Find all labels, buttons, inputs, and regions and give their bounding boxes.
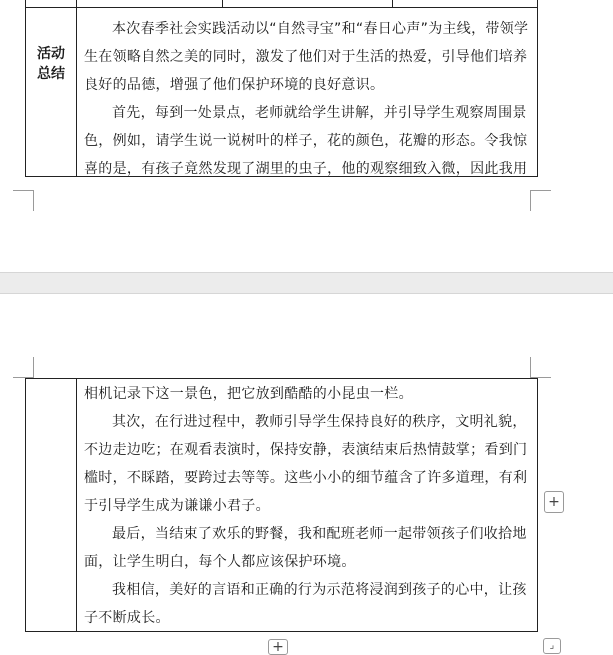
cell-divider	[222, 0, 223, 8]
summary-table-part1	[25, 0, 538, 177]
summary-table-part2	[25, 378, 538, 632]
table-row-previous	[26, 0, 537, 8]
paragraph-2	[84, 99, 531, 183]
text-line: 子不断成长。	[84, 610, 170, 626]
text-line: 槛时，不睬踏，要跨过去等等。这些小小的细节蕴含了许多道理，有利	[84, 470, 528, 486]
cell-divider	[76, 0, 77, 8]
page-corner-mark	[530, 190, 551, 211]
text-line: 其次，在行进过程中，教师引导学生保持良好的秩序，文明礼貌，	[112, 414, 527, 430]
summary-content[interactable]	[84, 15, 531, 183]
paragraph-1	[84, 15, 531, 99]
page-break	[0, 272, 613, 294]
text-line: 最后，当结束了欢乐的野餐，我和配班老师一起带领孩子们收拾地	[112, 526, 527, 542]
text-line: 不边走边吃；在观看表演时，保持安静，表演结束后热情鼓掌；看到门	[84, 442, 528, 458]
text-line: 色，例如，请学生说一说树叶的样子，花的颜色，花瓣的形态。令我惊	[84, 133, 528, 149]
table-resize-handle[interactable]: ⌟	[543, 638, 561, 654]
text-line: 我相信，美好的言语和正确的行为示范将浸润到孩子的心中，让孩	[112, 582, 527, 598]
cell-divider	[392, 0, 393, 8]
paragraph-3	[84, 408, 531, 520]
text-line: 本次春季社会实践活动以“自然寻宝”和“春日心声”为主线，带	[112, 21, 500, 37]
text-line: 首先，每到一处景点，老师就给学生讲解，并引导学生观察周围景	[112, 105, 527, 121]
text-line: 面，让学生明白，每个人都应该保护环境。	[84, 554, 356, 570]
page-corner-mark	[13, 357, 34, 378]
paragraph-5	[84, 576, 531, 632]
paragraph-4	[84, 520, 531, 576]
label-line-2: 总结	[37, 66, 65, 82]
summary-content-continued[interactable]	[84, 380, 531, 632]
add-column-button[interactable]: +	[544, 491, 564, 513]
column-divider	[76, 379, 77, 631]
column-divider	[76, 8, 77, 176]
page-corner-mark	[13, 190, 34, 211]
label-line-1: 活动	[37, 46, 65, 62]
paragraph-continued: 相机记录下这一景色，把它放到酷酷的小昆虫一栏。	[84, 386, 413, 402]
page-corner-mark	[530, 357, 551, 378]
activity-summary-label	[26, 44, 76, 84]
text-line: 培养良好的品德，增强了他们保护环境的良好意识。	[84, 49, 528, 93]
text-line: 喜的是，有孩子竟然发现了湖里的虫子，他的观察细致入微，因此我用	[84, 161, 528, 177]
text-line: 领学生在领略自然之美的同时，激发了他们对于生活的热爱，引导他们	[84, 21, 529, 65]
add-row-button[interactable]: +	[268, 639, 288, 655]
text-line: 于引导学生成为谦谦小君子。	[84, 498, 270, 514]
